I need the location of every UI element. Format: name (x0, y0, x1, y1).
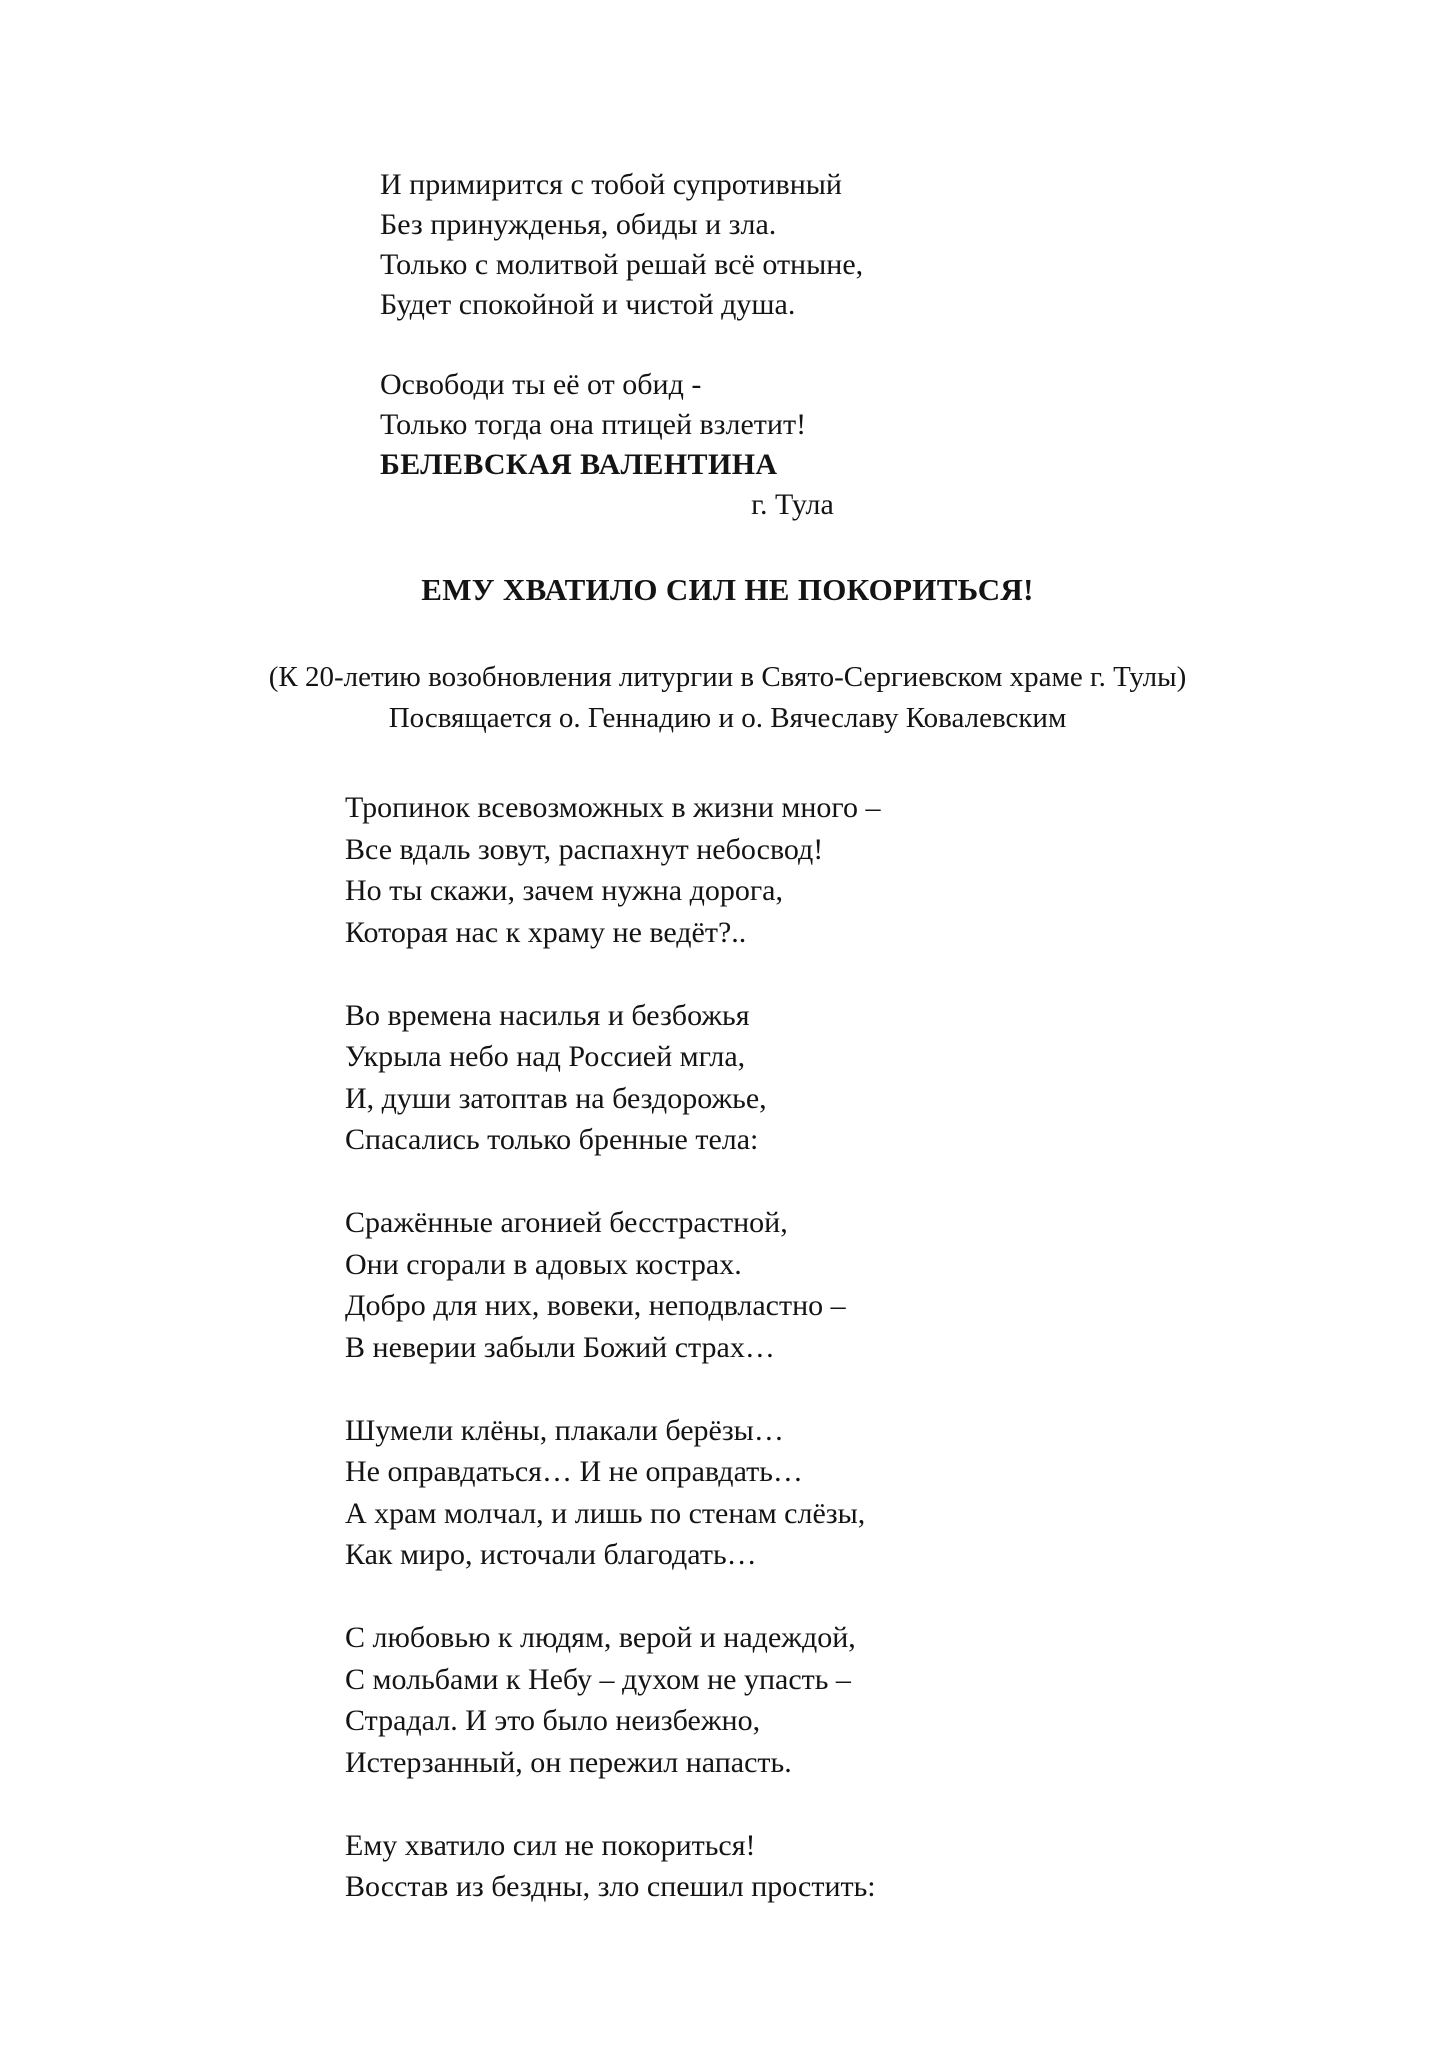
poem-line: Тропинок всевозможных в жизни много – (345, 791, 881, 824)
poem-line: Добро для них, вовеки, неподвластно – (345, 1289, 846, 1322)
poem-line: С мольбами к Небу – духом не упасть – (345, 1662, 851, 1696)
dedication (0, 657, 1455, 739)
poem-line: С любовью к людям, верой и надеждой, (345, 1621, 856, 1654)
poem-line: Будет спокойной и чистой душа. (380, 288, 796, 321)
dedication-line: (К 20-летию возобновления литургии в Свято-Сергиевском храме г. Тулы) (268, 661, 1187, 693)
poem-line: Все вдаль зовут, распахнут небосвод! (345, 832, 824, 866)
stanza (345, 1410, 1455, 1576)
poem-line: Освободи ты её от обид - (380, 368, 702, 401)
poem-line: Спасались только бренные тела: (345, 1123, 759, 1156)
stanza-gap (380, 325, 1455, 365)
page-title: ЕМУ ХВАТИЛО СИЛ НЕ ПОКОРИТЬСЯ! (421, 572, 1034, 607)
poem-line: Они сгорали в адовых кострах. (345, 1247, 742, 1281)
stanza (345, 1825, 1455, 1908)
stanza (345, 787, 1455, 953)
stanza (345, 1617, 1455, 1783)
stanza (345, 1202, 1455, 1368)
author-name: БЕЛЕВСКАЯ ВАЛЕНТИНА (380, 448, 778, 481)
poem-line: Как миро, источали благодать… (345, 1538, 757, 1571)
stanza (345, 995, 1455, 1161)
poem-line: Которая нас к храму не ведёт?.. (345, 915, 747, 949)
poem-line: Шумели клёны, плакали берёзы… (345, 1413, 784, 1447)
poem-line: Во времена насилья и безбожья (345, 998, 750, 1032)
poem-line: Укрыла небо над Россией мгла, (345, 1040, 746, 1073)
poem-line: Сражённые агонией бесстрастной, (345, 1206, 788, 1239)
stanza (380, 165, 1455, 325)
dedication-line: Посвящается о. Геннадию и о. Вячеславу Ковалевским (388, 702, 1067, 734)
stanza (380, 365, 1455, 445)
poem-line: Без принужденья, обиды и зла. (380, 208, 777, 241)
poem-line: Восстав из бездны, зло спешил простить: (345, 1870, 876, 1903)
poem-body (345, 787, 1455, 1908)
poem-line: Ему хватило сил не покориться! (345, 1828, 756, 1862)
poem-line: И примирится с тобой супротивный (380, 168, 842, 201)
author-city: г. Тула (751, 488, 834, 521)
poem-line: Но ты скажи, зачем нужна дорога, (345, 874, 783, 907)
poem-line: В неверии забыли Божий страх… (345, 1330, 775, 1364)
poem-line: Не оправдаться… И не оправдать… (345, 1455, 803, 1488)
poem-line: И, души затоптав на бездорожье, (345, 1081, 767, 1115)
poem-line: Истерзанный, он пережил напасть. (345, 1745, 792, 1779)
poem-line: А храм молчал, и лишь по стенам слёзы, (345, 1496, 866, 1530)
poem-line: Страдал. И это было неизбежно, (345, 1704, 761, 1737)
poem-line: Только с молитвой решай всё отныне, (380, 248, 864, 281)
previous-poem-tail (380, 165, 1455, 445)
poem-line: Только тогда она птицей взлетит! (380, 408, 807, 441)
